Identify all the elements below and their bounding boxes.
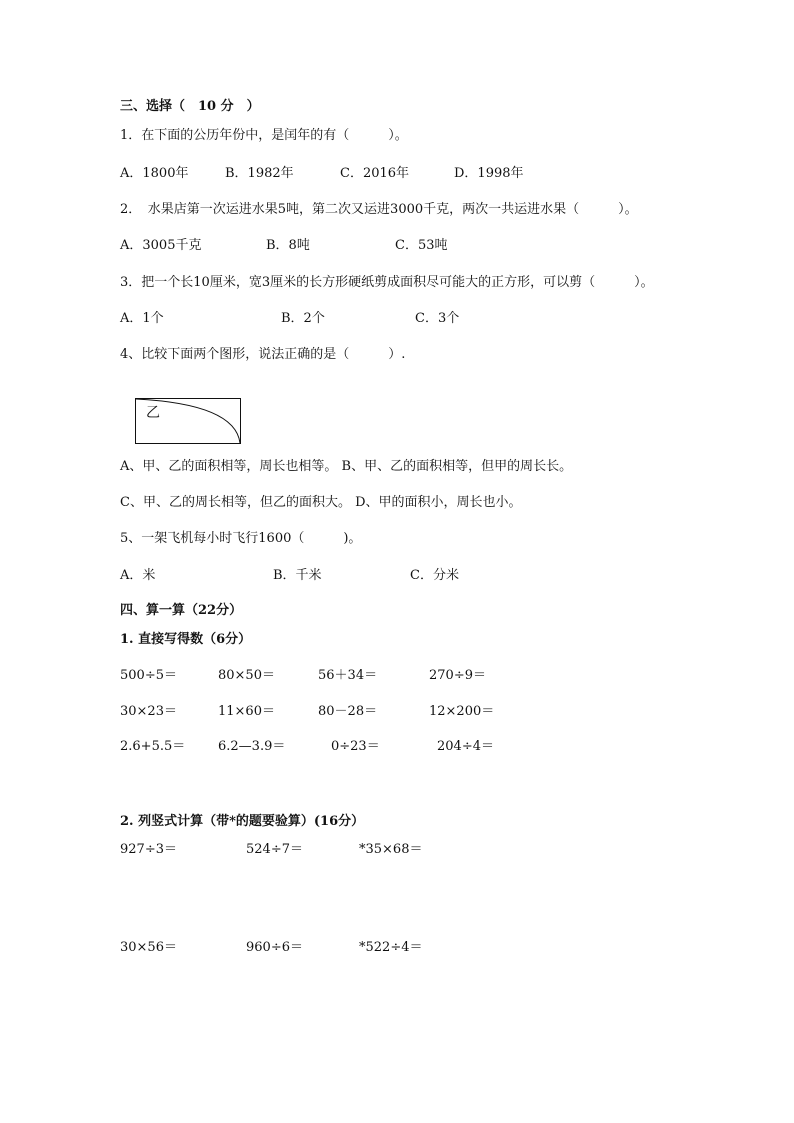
q5-option-b: B．千米 <box>273 568 322 583</box>
calc-3-3: 0÷23＝ <box>331 739 380 754</box>
calc-2-3: 80－28＝ <box>318 704 378 719</box>
question-2: 2． 水果店第一次运进水果5吨，第二次又运进3000千克，两次一共运进水果（ ）。 <box>120 202 638 217</box>
q1-option-c: C．2016年 <box>340 166 410 181</box>
vertical-calc-1-3: *35×68＝ <box>359 842 423 857</box>
q1-option-b: B．1982年 <box>225 166 294 181</box>
calc-2-1: 30×23＝ <box>120 704 177 719</box>
q1-option-d: D．1998年 <box>454 166 524 181</box>
section-3-heading: 三、选择（ 10 分 ） <box>120 99 260 114</box>
q4-options-cd: C、甲、乙的周长相等，但乙的面积大。 D、甲的面积小，周长也小。 <box>120 495 522 510</box>
shape-comparison-figure <box>135 398 241 444</box>
calc-1-2: 80×50＝ <box>218 668 275 683</box>
calc-3-4: 204÷4＝ <box>437 739 494 754</box>
vertical-calc-2-3: *522÷4＝ <box>359 940 423 955</box>
vertical-calc-1-1: 927÷3＝ <box>120 842 177 857</box>
calc-2-4: 12×200＝ <box>429 704 495 719</box>
q5-option-c: C．分米 <box>410 568 459 583</box>
part-1-heading: 1. 直接写得数（6分） <box>120 632 252 647</box>
figure-label-yi: 乙 <box>146 405 160 421</box>
q5-option-a: A．米 <box>120 568 156 583</box>
calc-1-1: 500÷5＝ <box>120 668 177 683</box>
q4-options-ab: A、甲、乙的面积相等，周长也相等。 B、甲、乙的面积相等，但甲的周长长。 <box>120 459 573 474</box>
part-2-heading: 2. 列竖式计算（带*的题要验算）(16分） <box>120 814 365 829</box>
calc-3-1: 2.6+5.5＝ <box>120 739 186 754</box>
vertical-calc-2-2: 960÷6＝ <box>246 940 303 955</box>
section-4-heading: 四、算一算（22分） <box>120 603 243 618</box>
calc-2-2: 11×60＝ <box>218 704 275 719</box>
question-4: 4、比较下面两个图形，说法正确的是（ ）. <box>120 347 406 362</box>
q2-option-c: C．53吨 <box>395 238 448 253</box>
calc-1-4: 270÷9＝ <box>429 668 486 683</box>
vertical-calc-2-1: 30×56＝ <box>120 940 177 955</box>
q3-option-b: B．2个 <box>281 311 325 326</box>
question-3: 3．把一个长10厘米，宽3厘米的长方形硬纸剪成面积尽可能大的正方形，可以剪（ ）。 <box>120 275 654 290</box>
q3-option-a: A．1个 <box>120 311 164 326</box>
question-5: 5、一架飞机每小时飞行1600（ )。 <box>120 531 362 546</box>
calc-3-2: 6.2—3.9＝ <box>218 739 286 754</box>
q2-option-a: A．3005千克 <box>120 238 202 253</box>
q3-option-c: C．3个 <box>415 311 460 326</box>
q2-option-b: B．8吨 <box>266 238 310 253</box>
vertical-calc-1-2: 524÷7＝ <box>246 842 303 857</box>
question-1: 1．在下面的公历年份中，是闰年的有（ ）。 <box>120 128 408 143</box>
q1-option-a: A．1800年 <box>120 166 189 181</box>
calc-1-3: 56＋34＝ <box>318 668 378 683</box>
